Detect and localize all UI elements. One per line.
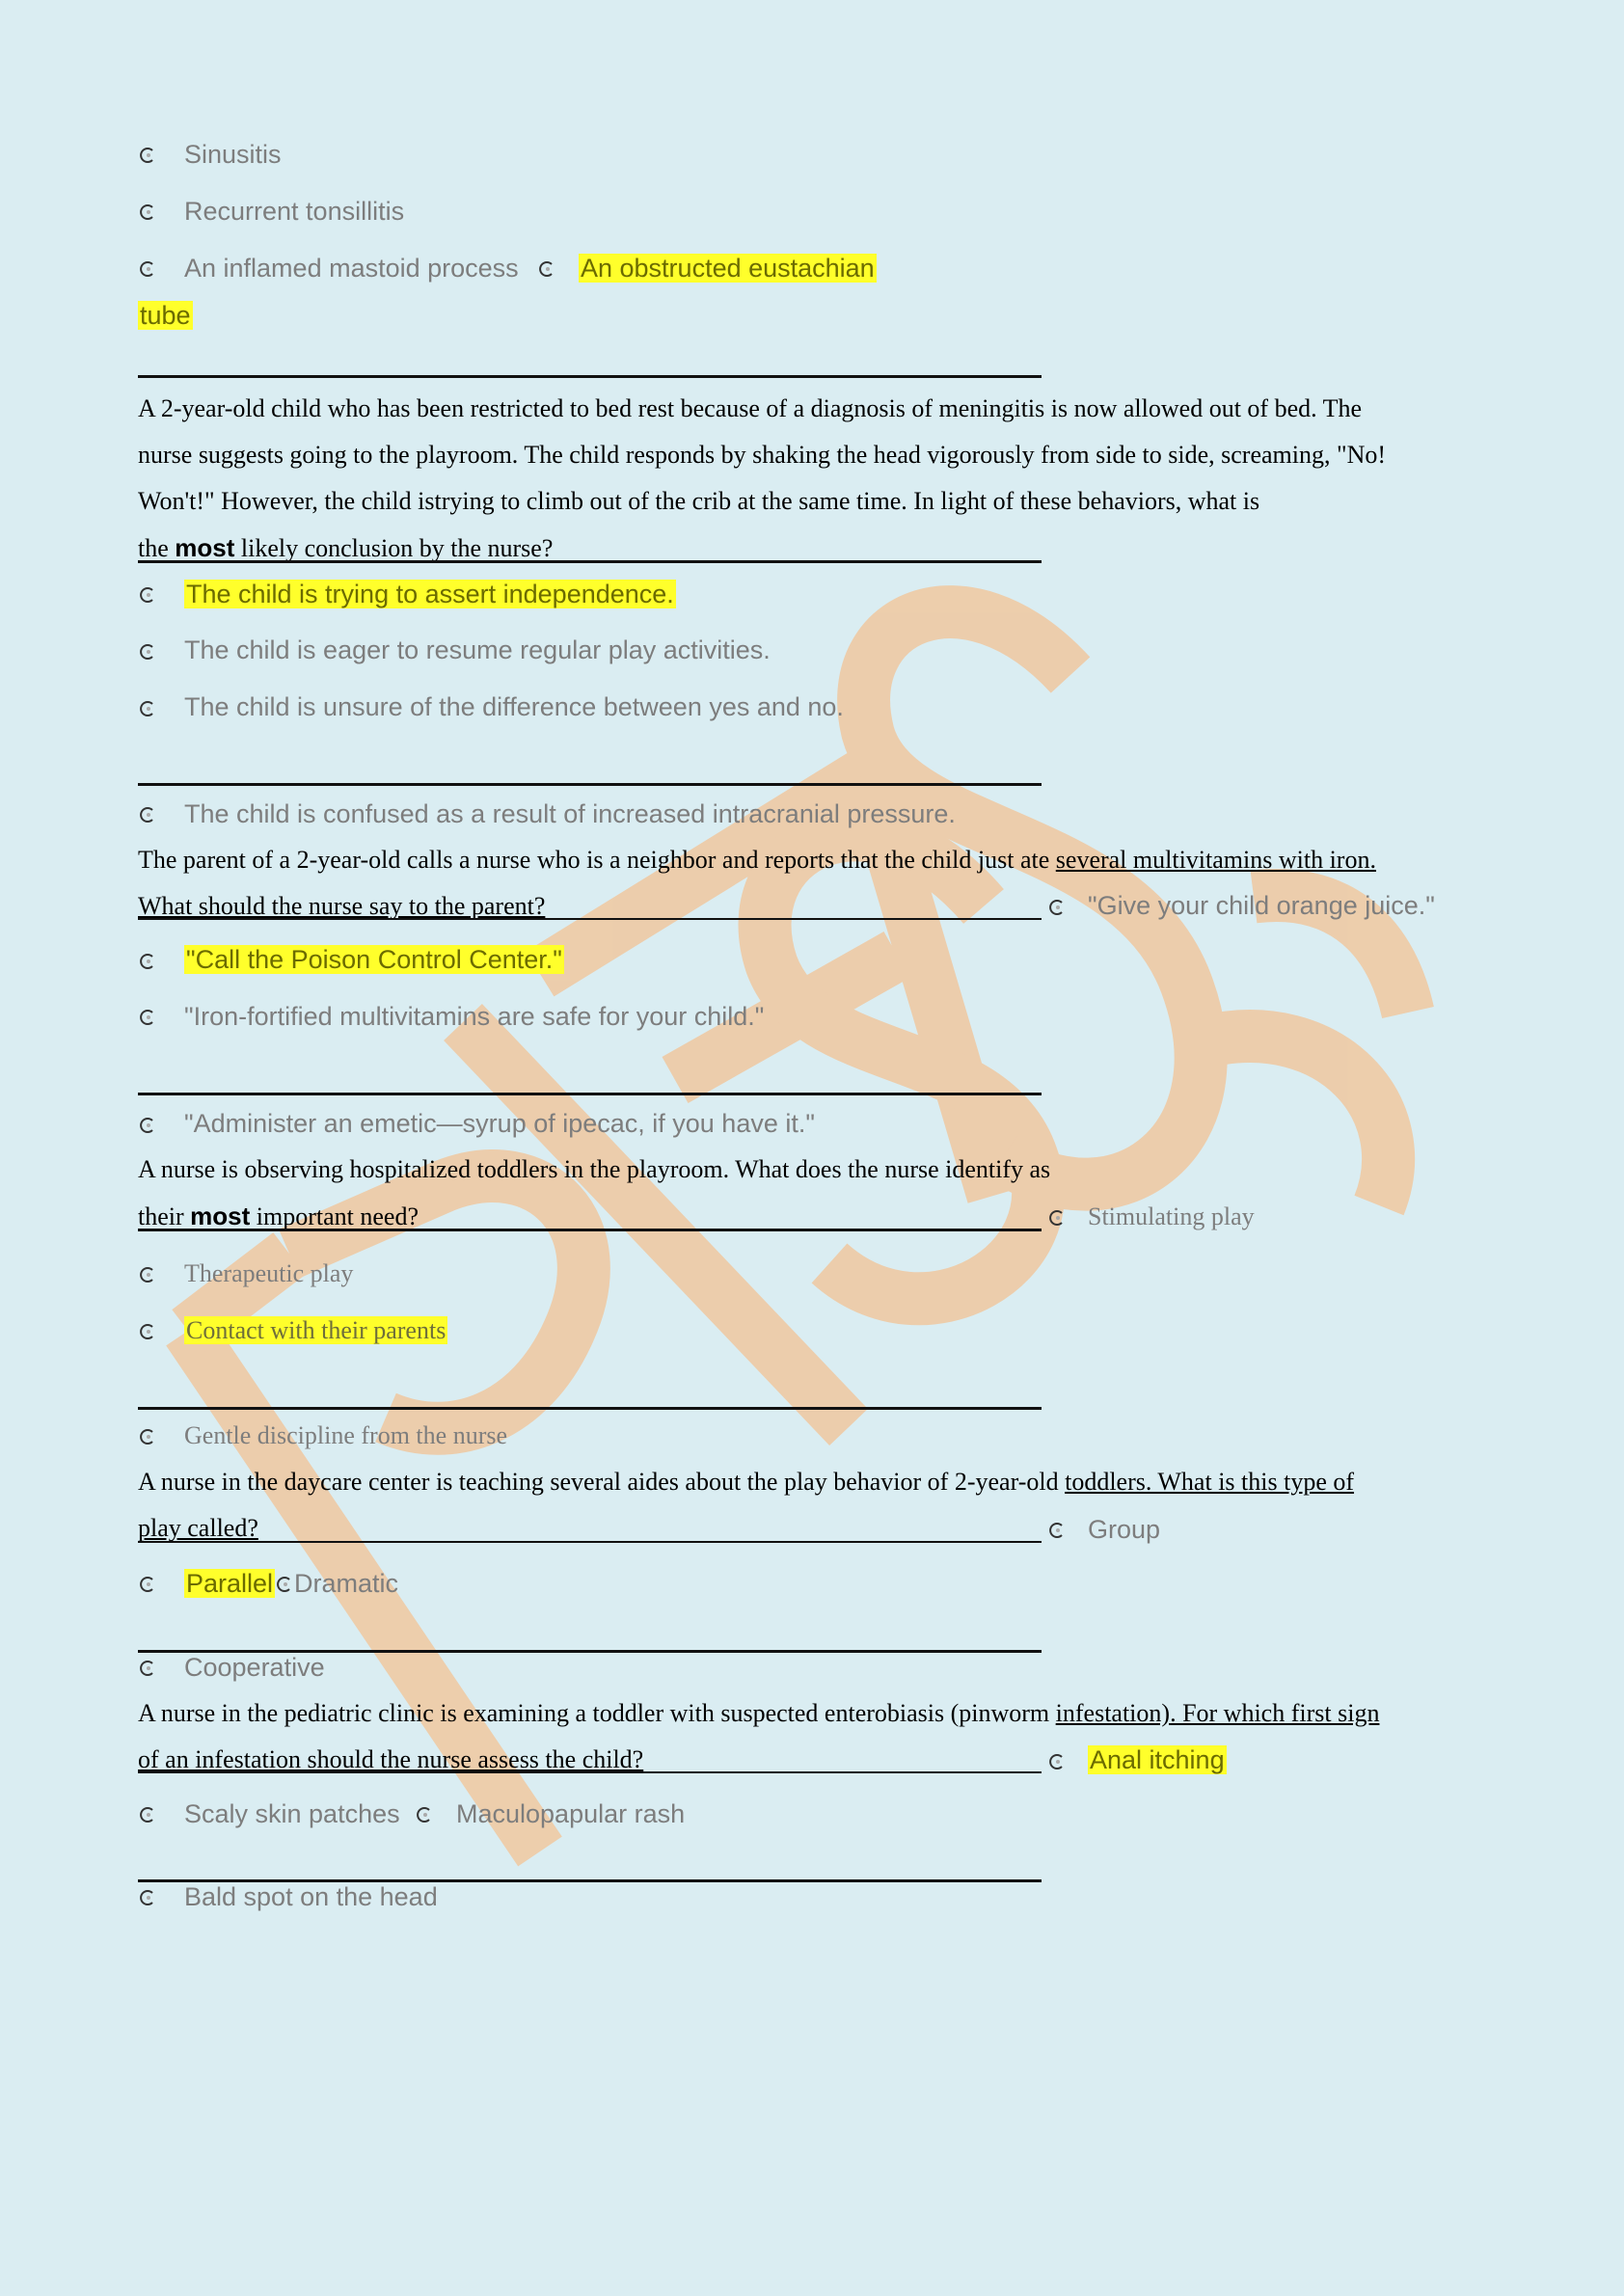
radio-icon[interactable] <box>139 806 156 824</box>
option-assert-independence[interactable] <box>184 578 676 610</box>
question-text: A nurse is observing hospitalized toddlers in the playroom. What does the nurse identify as <box>138 1155 1051 1183</box>
correct-answer-highlight: "Call the Poison Control Center." <box>186 945 562 974</box>
option-dramatic[interactable]: Dramatic <box>294 1569 399 1598</box>
radio-icon[interactable] <box>139 260 156 278</box>
option-parallel[interactable] <box>184 1567 275 1600</box>
radio-icon[interactable] <box>139 1576 156 1593</box>
radio-icon[interactable] <box>139 700 156 717</box>
option-recurrent-tonsillitis[interactable]: Recurrent tonsillitis <box>184 197 405 226</box>
separator-rule <box>138 1229 1042 1231</box>
option-iron-safe[interactable]: "Iron-fortified multivitamins are safe for your child." <box>184 1002 765 1031</box>
option-intracranial-pressure[interactable]: The child is confused as a result of increased intracranial pressure. <box>184 799 956 828</box>
option-contact-parents[interactable] <box>184 1314 447 1347</box>
separator-rule <box>138 1541 1042 1543</box>
option-therapeutic-play[interactable]: Therapeutic play <box>184 1259 354 1287</box>
radio-icon[interactable] <box>139 953 156 970</box>
separator-rule <box>138 783 1042 786</box>
radio-icon[interactable] <box>538 260 555 278</box>
radio-icon[interactable] <box>139 643 156 661</box>
question-text: nurse suggests going to the playroom. The child responds by shaking the head vigorously from side to side, screaming, "No! <box>138 441 1387 469</box>
option-anal-itching[interactable] <box>1088 1743 1227 1776</box>
radio-icon[interactable] <box>416 1806 433 1823</box>
separator-rule <box>138 560 1042 563</box>
radio-icon[interactable] <box>1048 1522 1066 1539</box>
option-scaly-skin[interactable]: Scaly skin patches <box>184 1799 400 1828</box>
separator-rule <box>138 1093 1042 1095</box>
question-text: their most important need? <box>138 1202 419 1230</box>
option-stimulating-play[interactable]: Stimulating play <box>1088 1202 1255 1230</box>
correct-answer-highlight: The child is trying to assert independence. <box>186 580 674 608</box>
option-ipecac[interactable]: "Administer an emetic—syrup of ipecac, if you have it." <box>184 1109 815 1138</box>
radio-icon[interactable] <box>139 1660 156 1677</box>
option-orange-juice[interactable]: "Give your child orange juice." <box>1088 891 1435 920</box>
correct-answer-highlight: Contact with their parents <box>186 1316 447 1344</box>
option-poison-control[interactable] <box>184 943 564 976</box>
question-text: play called? <box>138 1514 258 1542</box>
option-cooperative[interactable]: Cooperative <box>184 1653 325 1682</box>
question-text: A nurse in the pediatric clinic is examining a toddler with suspected enterobiasis (pinworm infestation). For which first sign <box>138 1699 1380 1727</box>
radio-icon[interactable] <box>1048 1753 1066 1770</box>
radio-icon[interactable] <box>1048 899 1066 916</box>
question-text: A 2-year-old child who has been restricted to bed rest because of a diagnosis of meningitis is now allowed out of bed. The <box>138 394 1363 422</box>
option-obstructed-eustachian[interactable] <box>579 252 877 284</box>
question-text: Won't!" However, the child istrying to climb out of the crib at the same time. In light of these behaviors, what is <box>138 487 1260 515</box>
radio-icon[interactable] <box>139 203 156 221</box>
radio-icon[interactable] <box>276 1576 293 1593</box>
option-eager-play[interactable]: The child is eager to resume regular play activities. <box>184 635 771 664</box>
separator-rule <box>138 375 1042 378</box>
question-text: The parent of a 2-year-old calls a nurse who is a neighbor and reports that the child just ate several multivitamins with iron. <box>138 846 1376 874</box>
radio-icon[interactable] <box>139 1266 156 1283</box>
correct-answer-highlight: Anal itching <box>1090 1745 1225 1774</box>
question-text: the most likely conclusion by the nurse? <box>138 533 554 562</box>
separator-rule <box>138 1407 1042 1410</box>
correct-answer-highlight: An obstructed eustachian <box>581 254 875 283</box>
option-bald-spot[interactable]: Bald spot on the head <box>184 1882 438 1911</box>
separator-rule <box>138 918 1042 920</box>
question-text: What should the nurse say to the parent? <box>138 892 546 920</box>
radio-icon[interactable] <box>139 1117 156 1134</box>
radio-icon[interactable] <box>139 1889 156 1906</box>
option-inflamed-mastoid[interactable]: An inflamed mastoid process <box>184 254 519 283</box>
option-obstructed-eustachian-cont: tube <box>140 301 191 330</box>
option-unsure-yes-no[interactable]: The child is unsure of the difference between yes and no. <box>184 692 844 721</box>
radio-icon[interactable] <box>139 1323 156 1340</box>
question-text: of an infestation should the nurse assess the child? <box>138 1745 644 1773</box>
radio-icon[interactable] <box>139 586 156 604</box>
radio-icon[interactable] <box>139 1428 156 1445</box>
radio-icon[interactable] <box>139 147 156 164</box>
radio-icon[interactable] <box>1048 1209 1066 1227</box>
option-sinusitis[interactable]: Sinusitis <box>184 140 282 169</box>
question-text: A nurse in the daycare center is teaching several aides about the play behavior of 2-year-old toddlers. What is this type of <box>138 1468 1355 1496</box>
correct-answer-highlight: Parallel <box>186 1569 274 1598</box>
option-gentle-discipline[interactable]: Gentle discipline from the nurse <box>184 1421 508 1449</box>
separator-rule <box>138 1771 1042 1773</box>
option-maculopapular-rash[interactable]: Maculopapular rash <box>456 1799 686 1828</box>
radio-icon[interactable] <box>139 1806 156 1823</box>
option-group[interactable]: Group <box>1088 1515 1161 1544</box>
radio-icon[interactable] <box>139 1009 156 1026</box>
